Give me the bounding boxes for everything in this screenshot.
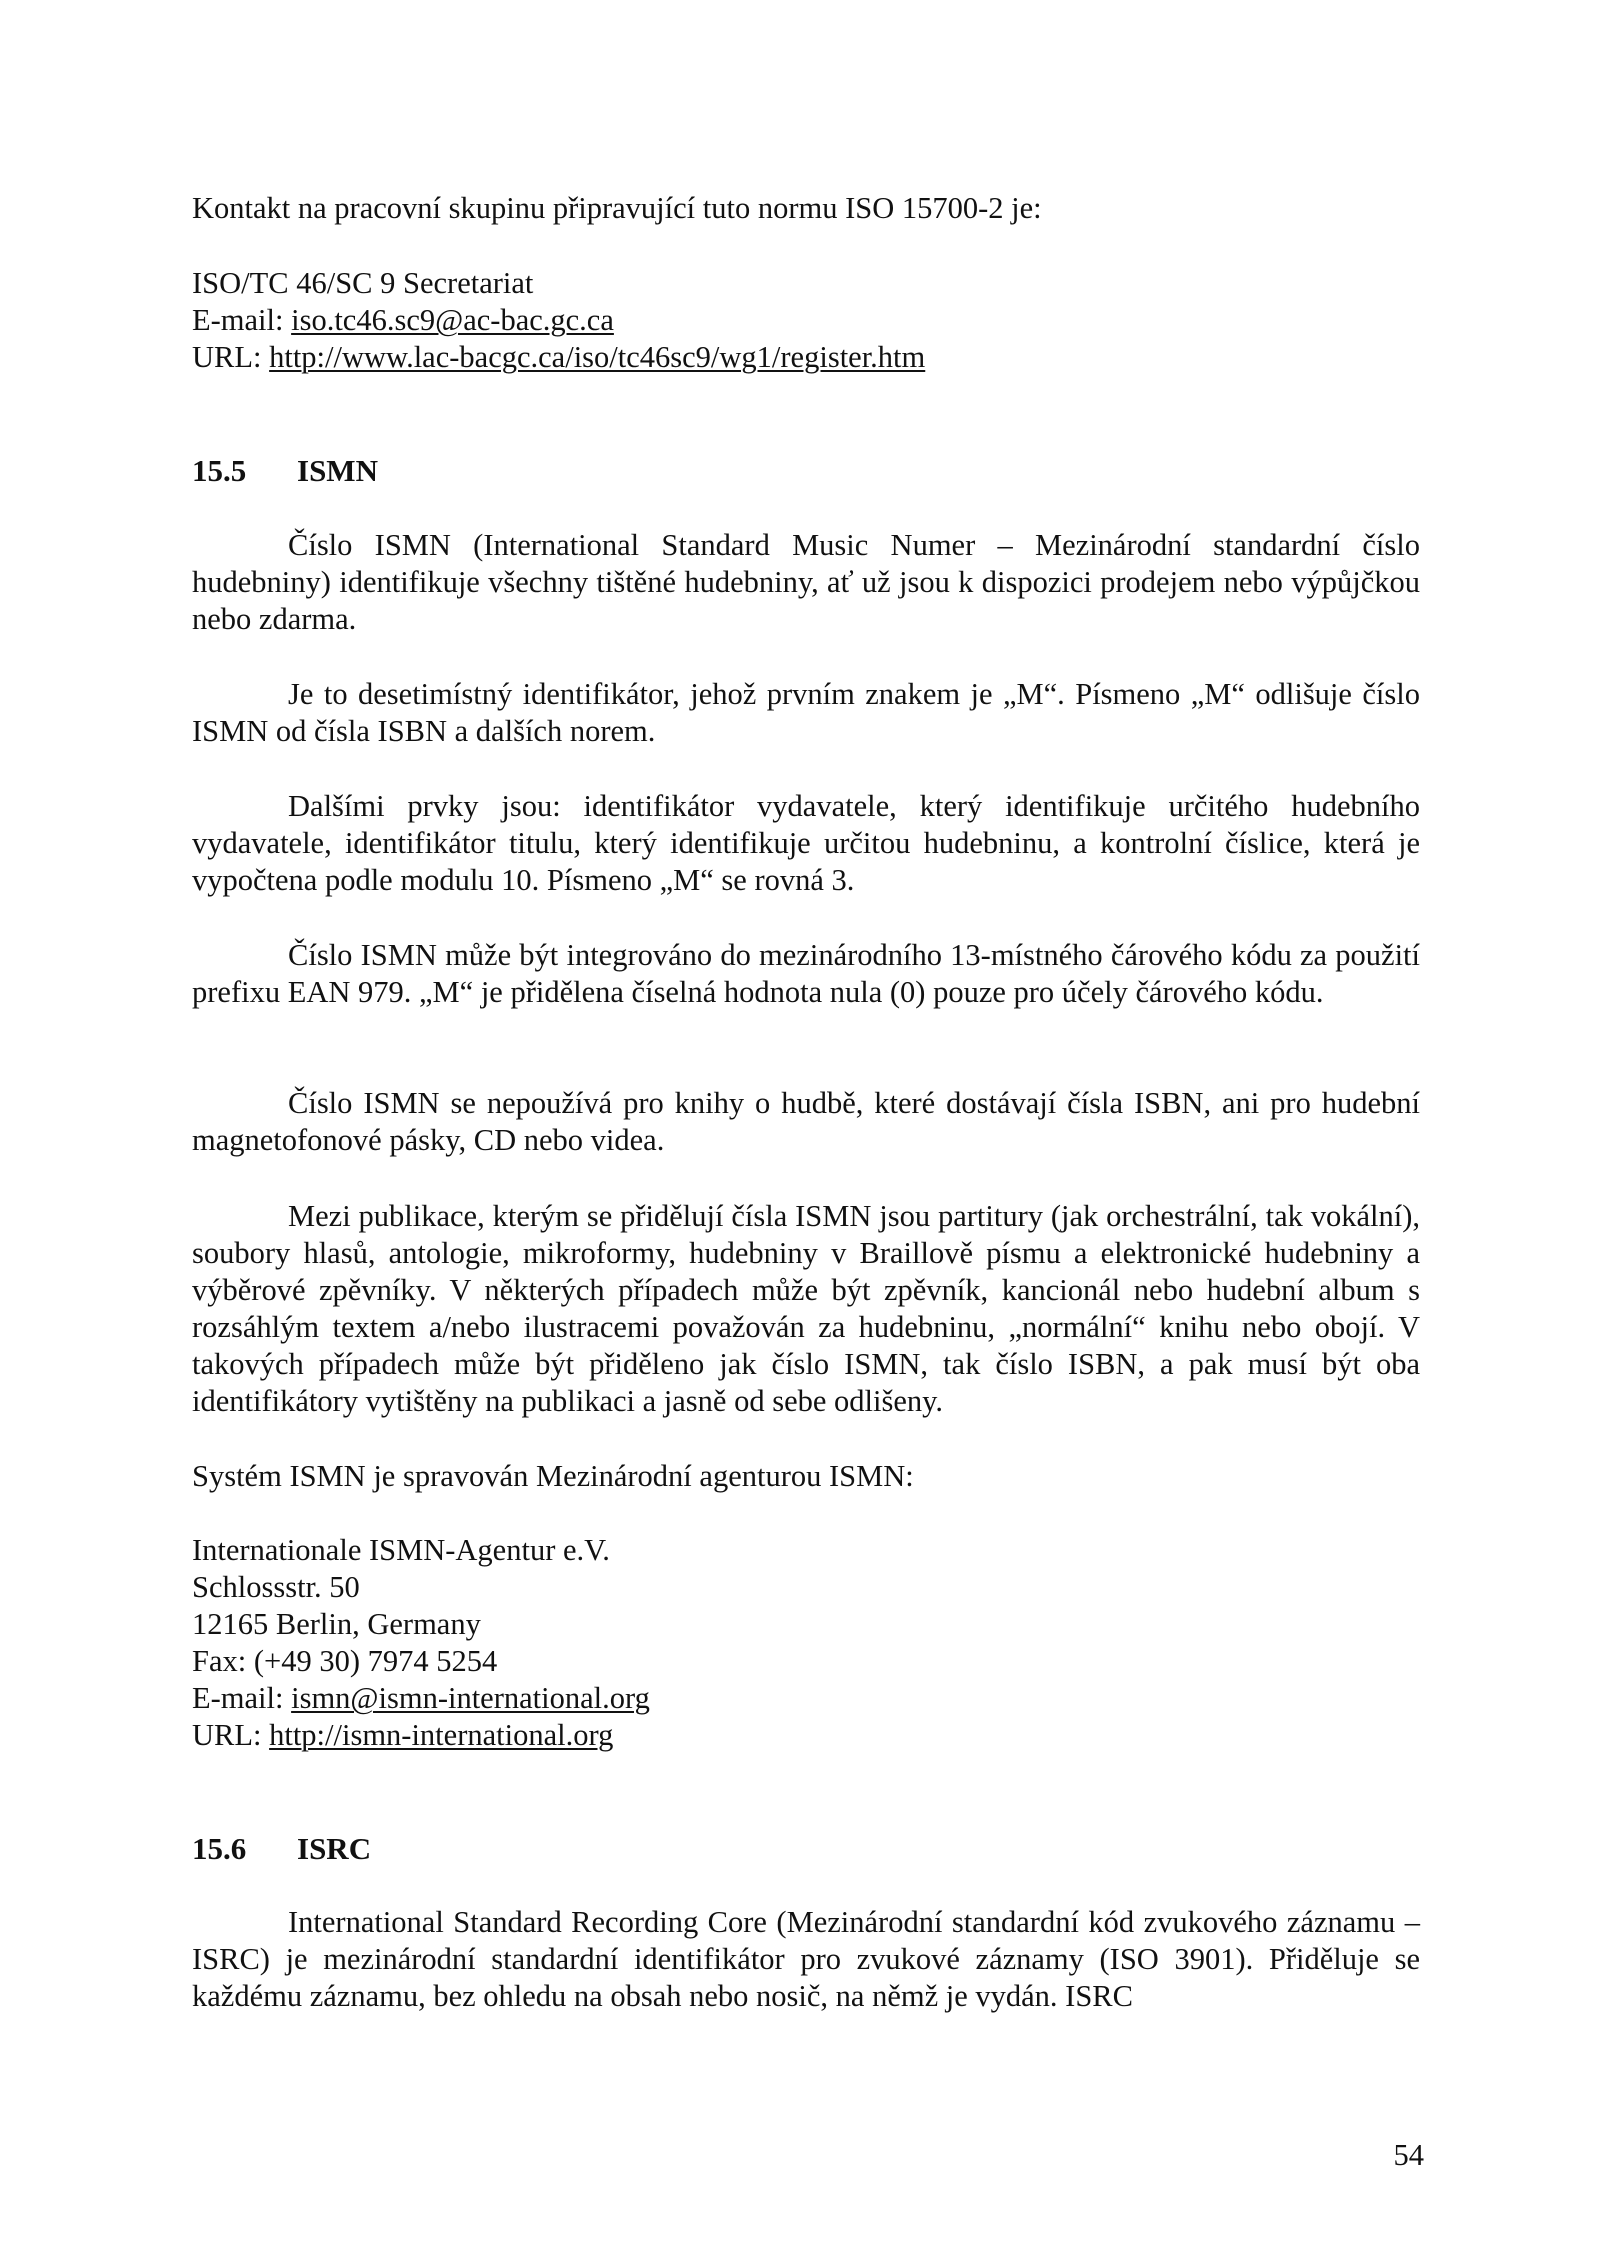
agency-street: Schlossstr. 50 <box>192 1570 360 1604</box>
agency-intro-text: Systém ISMN je spravován Mezinárodní agenturou ISMN: <box>192 1459 914 1493</box>
ismn-paragraph-4 <box>192 937 1420 1011</box>
agency-url-link[interactable]: http://ismn-international.org <box>269 1718 614 1752</box>
agency-address <box>192 1532 1420 1754</box>
paragraph-text: International Standard Recording Core (Mezinárodní standardní kód zvukového záznamu – ISRC) je mezinárodní standardní identifikátor pro zvukové záznamy (ISO 3901). Přiděluje se každému záznamu, bez ohledu na obsah nebo nosič, na němž je vydán. ISRC <box>192 1905 1420 2013</box>
ismn-paragraph-1 <box>192 527 1420 638</box>
isrc-paragraph <box>192 1904 1420 2015</box>
ismn-paragraph-5 <box>192 1085 1420 1159</box>
ismn-paragraph-6 <box>192 1198 1420 1420</box>
paragraph-text: Dalšími prvky jsou: identifikátor vydavatele, který identifikuje určitého hudebního vydavatele, identifikátor titulu, který identifikuje určitou hudebninu, a kontrolní číslice, která je vypočtena podle modulu 10. Písmeno „M“ se rovná 3. <box>192 789 1420 897</box>
page-number: 54 <box>1393 2138 1424 2172</box>
ismn-paragraph-2 <box>192 676 1420 750</box>
agency-intro <box>192 1458 1420 1495</box>
paragraph-text: Číslo ISMN může být integrováno do mezinárodního 13-místného čárového kódu za použití prefixu EAN 979. „M“ je přidělena číselná hodnota nula (0) pouze pro účely čárového kódu. <box>192 938 1420 1009</box>
secretariat-email-line <box>192 302 1420 339</box>
agency-name: Internationale ISMN-Agentur e.V. <box>192 1533 610 1567</box>
paragraph-text: Mezi publikace, kterým se přidělují čísla ISMN jsou partitury (jak orchestrální, tak vokální), soubory hlasů, antologie, mikroformy, hudebniny v Braillově písmu a elektronické hudebniny a výběrové zpěvníky. V některých případech může být zpěvník, kancionál nebo hudební album s rozsáhlým textem a/nebo ilustracemi považován za hudebninu, „normální“ knihu nebo obojí. V takových případech může být přiděleno jak číslo ISMN, tak číslo ISBN, a pak musí být oba identifikátory vytištěny na publikaci a jasně od sebe odlišeny. <box>192 1199 1420 1418</box>
contact-line: Kontakt na pracovní skupinu připravující tuto normu ISO 15700-2 je: <box>192 191 1042 225</box>
paragraph-text: Je to desetimístný identifikátor, jehož prvním znakem je „M“. Písmeno „M“ odlišuje číslo ISMN od čísla ISBN a dalších norem. <box>192 677 1420 748</box>
agency-fax: Fax: (+49 30) 7974 5254 <box>192 1644 498 1678</box>
url-label: URL: <box>192 1718 270 1752</box>
email-label: E-mail: <box>192 303 292 337</box>
secretariat-email-link[interactable]: iso.tc46.sc9@ac-bac.gc.ca <box>291 303 614 337</box>
section-title: ISMN <box>297 453 378 488</box>
secretariat-url-link[interactable]: http://www.lac-bacgc.ca/iso/tc46sc9/wg1/register.htm <box>269 340 926 374</box>
url-label: URL: <box>192 340 270 374</box>
section-heading-isrc <box>192 1830 371 1867</box>
secretariat-contact <box>192 265 1420 376</box>
paragraph-text: Číslo ISMN (International Standard Music Numer – Mezinárodní standardní číslo hudebniny) identifikuje všechny tištěné hudebniny, ať už jsou k dispozici prodejem nebo výpůjčkou nebo zdarma. <box>192 528 1420 636</box>
email-label: E-mail: <box>192 1681 292 1715</box>
ismn-paragraph-3 <box>192 788 1420 899</box>
section-heading-ismn <box>192 452 378 489</box>
agency-url-line <box>192 1717 1420 1754</box>
agency-email-line <box>192 1680 1420 1717</box>
secretariat-url-line <box>192 339 1420 376</box>
agency-city: 12165 Berlin, Germany <box>192 1607 481 1641</box>
agency-email-link[interactable]: ismn@ismn-international.org <box>291 1681 650 1715</box>
secretariat-name: ISO/TC 46/SC 9 Secretariat <box>192 266 534 300</box>
section-number: 15.5 <box>192 453 247 488</box>
paragraph-text: Číslo ISMN se nepoužívá pro knihy o hudbě, které dostávají čísla ISBN, ani pro hudební magnetofonové pásky, CD nebo videa. <box>192 1086 1420 1157</box>
section-number: 15.6 <box>192 1831 247 1866</box>
section-title: ISRC <box>297 1831 372 1866</box>
contact-intro <box>192 190 1420 227</box>
